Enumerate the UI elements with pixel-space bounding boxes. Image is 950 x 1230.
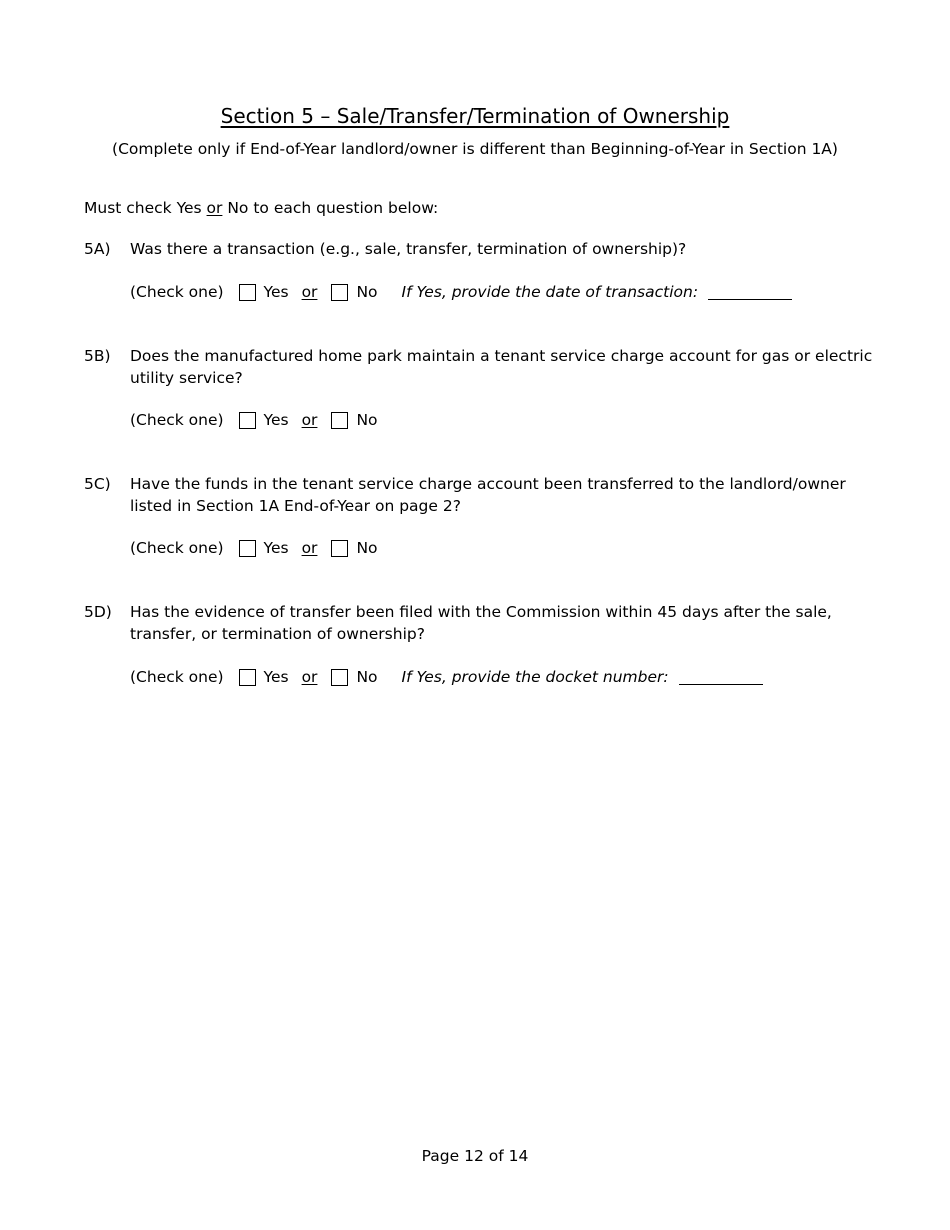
yes-checkbox[interactable] — [239, 284, 256, 301]
question-text: Does the manufactured home park maintain a tenant service charge account for gas or electric utility service? — [130, 347, 873, 387]
transaction-date-prompt: If Yes, provide the date of transaction: — [401, 283, 699, 301]
yes-checkbox[interactable] — [239, 669, 256, 686]
check-row-5b — [130, 409, 378, 431]
no-checkbox[interactable] — [331, 669, 348, 686]
instruction-text — [84, 199, 438, 217]
question-text: Has the evidence of transfer been filed with the Commission within 45 days after the sale, transfer, or termination of ownership? — [130, 603, 832, 643]
question-number: 5C) — [84, 475, 111, 493]
check-one-label: (Check one) — [130, 411, 224, 429]
no-checkbox[interactable] — [331, 412, 348, 429]
check-one-label: (Check one) — [130, 283, 224, 301]
section-title: Section 5 – Sale/Transfer/Termination of Ownership — [220, 104, 730, 128]
yes-label: Yes — [263, 283, 289, 301]
question-number: 5D) — [84, 603, 112, 621]
docket-number-field[interactable] — [679, 670, 763, 685]
question-5a — [84, 238, 874, 260]
no-label: No — [356, 283, 378, 301]
no-checkbox[interactable] — [331, 284, 348, 301]
no-label: No — [356, 668, 378, 686]
question-text: Have the funds in the tenant service charge account been transferred to the landlord/owner listed in Section 1A End-of-Year on page 2? — [130, 475, 846, 515]
yes-label: Yes — [263, 668, 289, 686]
instruction-or: or — [206, 199, 223, 217]
yes-checkbox[interactable] — [239, 540, 256, 557]
check-row-5a — [130, 281, 792, 303]
yes-label: Yes — [263, 411, 289, 429]
no-checkbox[interactable] — [331, 540, 348, 557]
check-one-label: (Check one) — [130, 539, 224, 557]
docket-number-prompt: If Yes, provide the docket number: — [401, 668, 669, 686]
yes-checkbox[interactable] — [239, 412, 256, 429]
instruction-before: Must check Yes — [84, 199, 207, 217]
question-number: 5B) — [84, 347, 111, 365]
or-label: or — [301, 539, 318, 557]
section-subtitle: (Complete only if End-of-Year landlord/owner is different than Beginning-of-Year in Section 1A) — [112, 140, 838, 158]
instruction-after: No to each question below: — [222, 199, 439, 217]
no-label: No — [356, 411, 378, 429]
page-number: Page 12 of 14 — [421, 1147, 529, 1165]
no-label: No — [356, 539, 378, 557]
question-5d — [84, 601, 874, 645]
question-5c — [84, 473, 874, 517]
or-label: or — [301, 411, 318, 429]
yes-label: Yes — [263, 539, 289, 557]
check-row-5c — [130, 537, 378, 559]
or-label: or — [301, 283, 318, 301]
or-label: or — [301, 668, 318, 686]
transaction-date-field[interactable] — [708, 285, 792, 300]
question-number: 5A) — [84, 240, 111, 258]
check-row-5d — [130, 666, 763, 688]
question-text: Was there a transaction (e.g., sale, transfer, termination of ownership)? — [130, 240, 687, 258]
question-5b — [84, 345, 874, 389]
check-one-label: (Check one) — [130, 668, 224, 686]
